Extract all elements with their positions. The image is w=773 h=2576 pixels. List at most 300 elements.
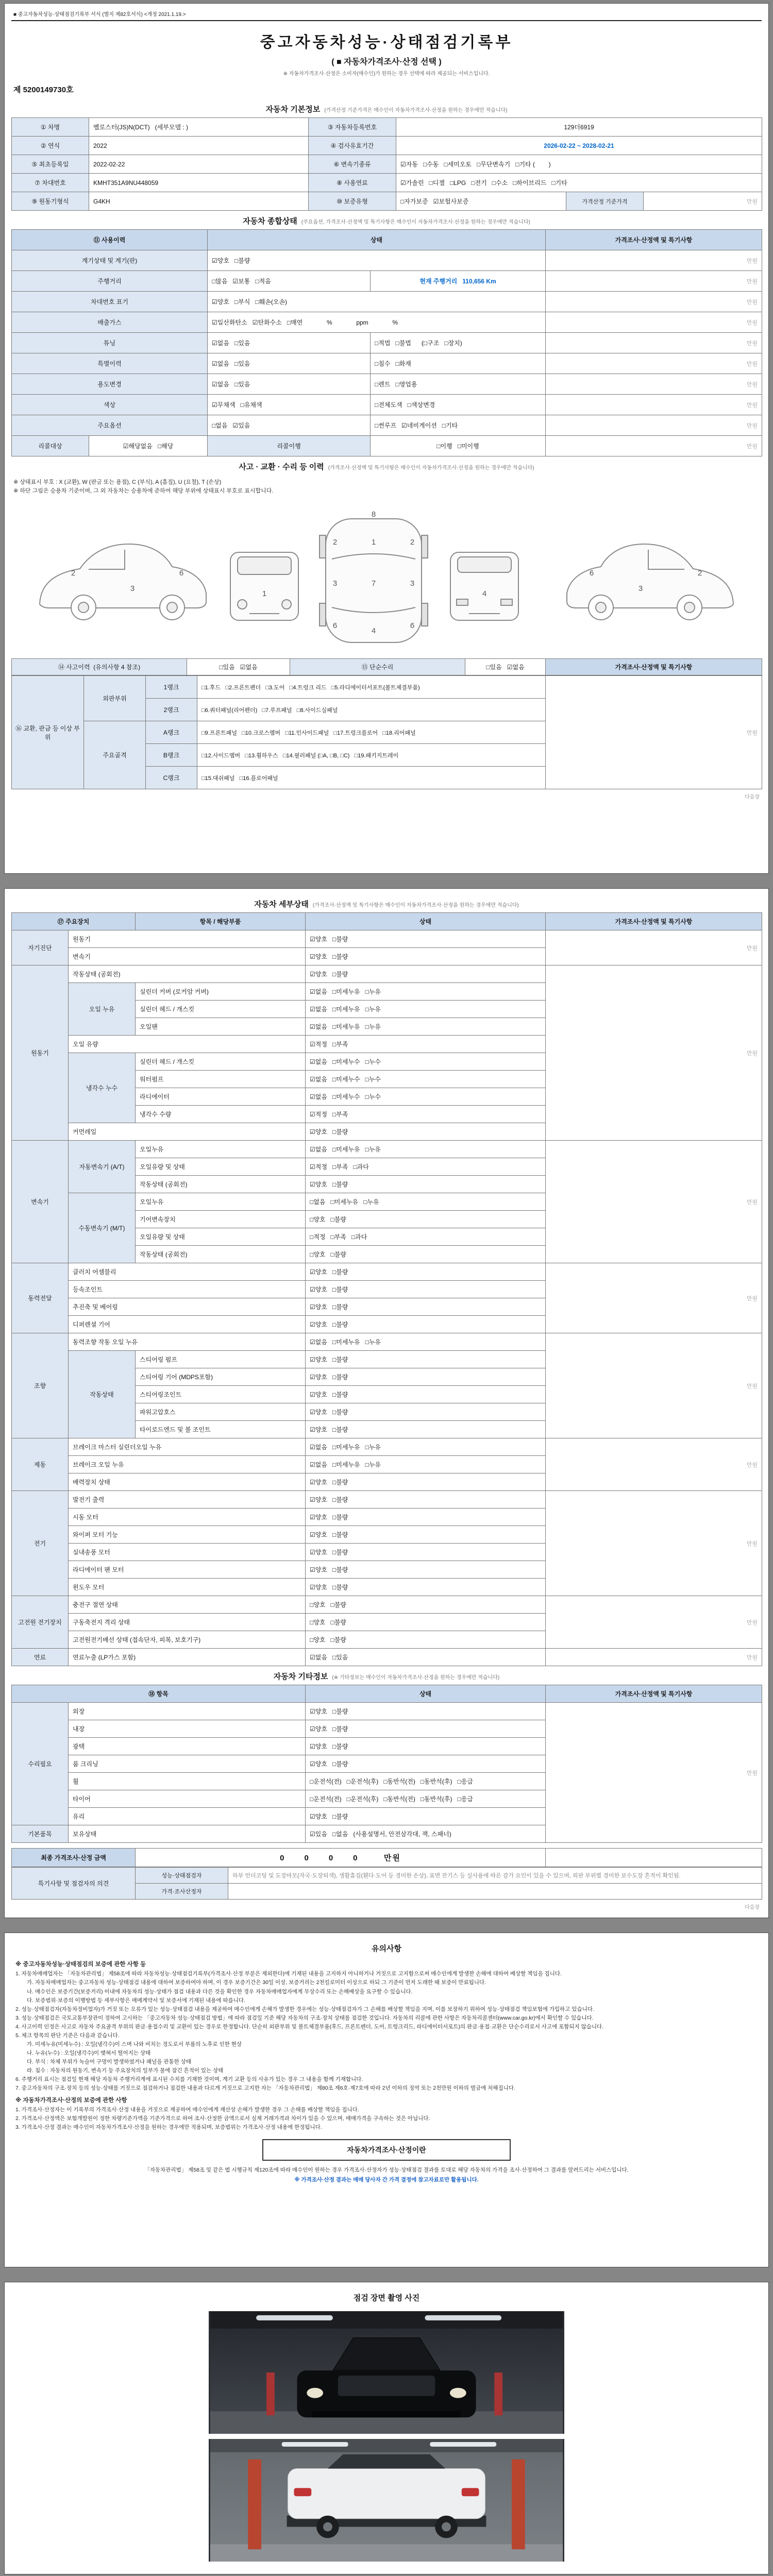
table-cell (69, 1808, 306, 1825)
table-row (12, 415, 762, 436)
cell-text: ☑양호 □불량 (212, 257, 250, 264)
cell-text: 리콜이행 (277, 443, 301, 450)
table-cell (136, 1246, 306, 1263)
section-title-text: 사고 · 교환 · 수리 등 이력 (239, 463, 324, 471)
table-cell (306, 1123, 546, 1141)
table-cell (546, 1596, 762, 1649)
notice-line (11, 2022, 762, 2031)
table-cell (12, 436, 89, 456)
cell-text: 주행거리 (97, 278, 122, 285)
cell-text: □운전석(전) □운전석(후) □동반석(전) □동반석(후) □응급 (310, 1778, 473, 1785)
table-cell (546, 965, 762, 1141)
cell-text: ☑양호 □불량 (310, 1584, 348, 1591)
table-row (12, 174, 762, 192)
engine-bay-photo-illustration (209, 2311, 564, 2434)
notice-line (11, 2013, 762, 2022)
table-cell (69, 1333, 306, 1351)
notice-line (11, 2048, 762, 2057)
table-cell (69, 948, 306, 965)
cell-text: 만원 (746, 402, 758, 409)
table-cell (12, 659, 187, 675)
table-cell (12, 230, 208, 250)
cell-text: ☑없음 □미세누유 □누유 (310, 988, 381, 995)
cell-text: ☑양호 □불량 (310, 1725, 348, 1733)
detail-state-table (11, 912, 762, 1666)
table-cell (136, 1386, 306, 1403)
cell-text: ③ 자동차등록번호 (327, 124, 377, 131)
cell-text: 오일누유 (140, 1146, 164, 1153)
next-page-label: 다음장 (745, 794, 760, 800)
cell-text: ☑양호 □불량 (310, 1268, 348, 1276)
table-cell (306, 1456, 546, 1473)
table-cell (208, 230, 546, 250)
table-cell (136, 1403, 306, 1421)
notice-line-text: 가. 미세누유(미세누수) : 오일(냉각수)이 스며 나와 비치는 정도로서 부품의 노후로 인한 현상 (27, 2041, 242, 2047)
table-cell (146, 699, 197, 721)
table-cell (306, 1368, 546, 1386)
table-row (12, 1868, 762, 1884)
table-cell (69, 1123, 306, 1141)
cell-text: ☑양호 □불량 (310, 1181, 348, 1188)
notice-line-text: 2. 가격조사·산정액은 보험개발원이 정한 차량기준가액을 기준가격으로 하여 조사·산정한 금액으로서 실제 거래가격과 차이가 있을 수 있으며, 매매가격을 구속하는 것은 아닙니다. (15, 2115, 430, 2122)
cell-text: ⑥ 변속기종류 (333, 161, 371, 168)
table-cell (69, 1298, 306, 1316)
table-cell (89, 436, 208, 456)
table-cell (197, 744, 546, 767)
table-cell (465, 659, 546, 675)
cell-text: 만원 (746, 1383, 758, 1389)
cell-text: 만원 (746, 1050, 758, 1057)
notice-line (11, 2106, 762, 2114)
table-cell (306, 930, 546, 948)
table-cell (546, 333, 762, 353)
table-row (12, 312, 762, 333)
table-cell (69, 1720, 306, 1738)
table-cell (208, 353, 371, 374)
vehicle-views-illustration (11, 498, 762, 653)
cell-text: ☑없음 □있음 (310, 1654, 348, 1661)
cell-text: ☑적정 □부족 □과다 (310, 1163, 369, 1171)
table-cell (306, 1614, 546, 1631)
table-row (12, 1703, 762, 1720)
cell-text: □이행 □미이행 (436, 443, 479, 450)
cell-text: 만원 (746, 730, 758, 736)
table-cell (146, 744, 197, 767)
table-cell (69, 1579, 306, 1596)
cell-text: G4KH (93, 197, 110, 205)
table-cell (69, 1773, 306, 1790)
cell-text: □9.프론트패널 □10.크로스멤버 □11.인사이드패널 □17.트렁크플로어 □18.리어패널 (201, 730, 416, 736)
notice-title: 유의사항 (372, 1944, 401, 1953)
cell-text: 파워고압호스 (140, 1409, 176, 1416)
table-cell (396, 174, 762, 192)
document-number: 제 5200149730호 (13, 86, 74, 94)
table-cell (12, 930, 69, 965)
table-cell (306, 1316, 546, 1333)
svg-text:1: 1 (262, 589, 267, 598)
table-cell (371, 353, 546, 374)
final-price-table (11, 1848, 762, 1867)
cell-text: ☑없음 □미세누수 □누수 (310, 1093, 381, 1100)
cell-text: 냉각수 누수 (86, 1084, 118, 1092)
table-cell (136, 1158, 306, 1176)
table-cell (566, 192, 644, 211)
inspection-photo-engine-bay (209, 2311, 564, 2434)
cell-text: 만원 (746, 1619, 758, 1626)
table-cell (306, 1755, 546, 1773)
svg-text:3: 3 (638, 584, 643, 593)
cell-text: C랭크 (163, 774, 180, 782)
table-cell (12, 913, 136, 930)
table-row (12, 395, 762, 415)
table-cell (12, 1438, 69, 1491)
svg-text:7: 7 (371, 579, 376, 588)
cell-text: 만원 (746, 1770, 758, 1776)
cell-text: 항목 / 해당부품 (199, 918, 241, 925)
table-row (12, 1333, 762, 1351)
cell-text: 원동기 (73, 936, 91, 943)
notice-line-text: 3. 성능·상태점검은 국토교통부장관이 정하여 고시하는 「중고자동차 성능·상태점검 방법」에 따라 점검일 기준 해당 자동차의 구조·장치 상태를 점검한 것입니다. 자동차의 리콜에 관한 사항은 자동차리콜센터(www.car.go.kr)에서 확인할 수 있습니다. (15, 2014, 594, 2021)
cell-text: □운전석(전) □운전석(후) □동반석(전) □동반석(후) □응급 (310, 1795, 473, 1803)
table-row (12, 1141, 762, 1158)
table-cell (69, 983, 136, 1036)
table-cell (69, 1193, 136, 1263)
table-cell (546, 1333, 762, 1438)
table-cell (84, 676, 146, 721)
table-cell (306, 1071, 546, 1088)
detail-state-title (11, 894, 762, 912)
table-cell (309, 174, 396, 192)
table-cell (546, 913, 762, 930)
cell-text: ☑양호 □불량 (310, 1760, 348, 1768)
table-cell (306, 1018, 546, 1036)
form-reference-note: ■ 중고자동차성능·상태점검기록부 서식 (별지 제82호서식) <개정 2021.1.19.> (11, 9, 762, 21)
table-cell (306, 1176, 546, 1193)
cell-text: ☑없음 □미세누유 □누유 (310, 1006, 381, 1013)
section-title-text: 자동차 종합상태 (243, 217, 297, 226)
table-cell (546, 1649, 762, 1666)
cell-text: 자동변속기 (A/T) (79, 1163, 125, 1171)
cell-text: 만원 (746, 1295, 758, 1302)
cell-text: ☑양호 □불량 (310, 1409, 348, 1416)
section-note: (가격조사·산정액 및 특기사항은 매수인이 자동차가격조사·산정을 원하는 경우에만 적습니다) (312, 903, 519, 908)
cell-text: 실린더 헤드 / 개스킷 (140, 1058, 195, 1065)
svg-text:3: 3 (332, 579, 338, 588)
notice-line (11, 2066, 762, 2075)
cell-text: 색상 (103, 401, 116, 409)
table-row (12, 965, 762, 983)
notice-line-text: ※ 중고자동차성능·상태점검의 보증에 관한 사항 등 (15, 1961, 146, 1968)
accident-history-table (11, 658, 762, 675)
svg-text:3: 3 (410, 579, 415, 588)
table-cell (546, 436, 762, 456)
cell-text: 만원 (746, 299, 758, 306)
cell-text: ☑양호 □불량 (310, 1374, 348, 1381)
notice-line (11, 2005, 762, 2013)
table-cell (136, 983, 306, 1001)
cell-text: 연료 (33, 1654, 46, 1661)
table-cell (69, 1614, 306, 1631)
table-cell (69, 1596, 306, 1614)
notice-line-text: 5. 체크 항목의 판단 기준은 다음과 같습니다. (15, 2032, 120, 2039)
table-cell (306, 1158, 546, 1176)
table-cell (309, 155, 396, 174)
table-cell (12, 118, 89, 137)
table-cell (12, 395, 208, 415)
table-cell (306, 913, 546, 930)
table-cell (136, 1053, 306, 1071)
table-cell (69, 1738, 306, 1755)
cell-text: 작동상태 (공회전) (73, 971, 121, 978)
cell-text: 최종 가격조사·산정 금액 (41, 1854, 106, 1861)
legend-line-2: ※ 하단 그림은 승용차 기준이며, 그 외 자동차는 승용차에 준하여 해당 부위에 상태표시 부호로 표시합니다. (13, 487, 274, 494)
cell-text: ⑭ 사고이력 (유의사항 4 참조) (58, 664, 141, 671)
table-cell (208, 250, 546, 271)
table-cell (546, 1438, 762, 1491)
table-cell (136, 1001, 306, 1018)
document-subtitle-note: ※ 자동차가격조사·산정은 소비자(매수인)가 원하는 경우 선택에 따라 제공되는 서비스입니다. (283, 71, 490, 77)
svg-text:4: 4 (482, 589, 487, 598)
cell-text: 만원 (746, 340, 758, 347)
table-cell (136, 1176, 306, 1193)
cell-text: 작동상태 (90, 1391, 114, 1398)
table-cell (69, 1526, 306, 1544)
table-cell (12, 250, 208, 271)
cell-text: □양호 □불량 (310, 1251, 346, 1258)
table-cell (136, 913, 306, 930)
overall-state-title (11, 211, 762, 229)
table-cell (306, 1141, 546, 1158)
table-cell (12, 353, 208, 374)
table-cell (69, 930, 306, 948)
table-cell (12, 1649, 69, 1666)
table-cell (12, 1491, 69, 1596)
table-cell (306, 1053, 546, 1071)
cell-text: 실린더 커버 (로커암 커버) (140, 988, 209, 995)
table-cell (546, 1141, 762, 1263)
cell-text: ☑양호 □불량 (310, 953, 348, 960)
photo-page (4, 2282, 769, 2574)
cell-text: 윈도우 모터 (73, 1584, 105, 1591)
cell-text: ☑양호 □불량 (310, 1391, 348, 1398)
cell-text: ☑있음 □없음 (사용설명서, 안전삼각대, 잭, 스패너) (310, 1831, 451, 1838)
cell-text: ⑩ 보증유형 (337, 198, 368, 205)
cell-text: ⑨ 원동기형식 (31, 198, 69, 205)
cell-text: ☑양호 □불량 (310, 1514, 348, 1521)
cell-text: 차대번호 표기 (91, 298, 128, 306)
cell-text: ☑양호 □불량 (310, 1566, 348, 1573)
basic-info-table (11, 117, 762, 211)
cell-text: ☑없음 □미세누유 □누유 (310, 1023, 381, 1030)
cell-text: 스티어링 펌프 (140, 1356, 177, 1363)
table-cell (69, 1825, 306, 1843)
cell-text: □있음 ☑없음 (486, 664, 525, 671)
table-cell (306, 1631, 546, 1649)
table-cell (208, 333, 371, 353)
cell-text: ☑양호 □불량 (310, 1813, 348, 1820)
document-subtitle: ( ■ 자동차가격조사·산정 선택 ) (331, 58, 442, 66)
table-cell (69, 1561, 306, 1579)
notice-line-text: 라. 침수 : 자동차의 원동기, 변속기 등 주요장치의 일부가 물에 잠긴 흔적이 있는 상태 (27, 2067, 224, 2074)
table-cell (136, 1351, 306, 1368)
table-row (12, 1649, 762, 1666)
cell-text: 스티어링조인트 (140, 1391, 182, 1398)
notice-line-text: 다. 보증범위·보증의 이행방법 등 세부사항은 매매계약서 및 보증서에 기재된 내용에 따릅니다. (27, 1997, 245, 2004)
table-cell (306, 1561, 546, 1579)
cell-text: 현재 주행거리 110,656 Km (419, 278, 496, 285)
table-cell (306, 1579, 546, 1596)
notice-line (11, 1978, 762, 1987)
overall-state-table (11, 229, 762, 456)
table-cell (12, 1596, 69, 1649)
table-cell (290, 659, 465, 675)
table-cell (12, 374, 208, 395)
page-2 (4, 888, 769, 1918)
cell-text: 브레이크 마스터 실린더오일 누유 (73, 1444, 162, 1451)
cell-text: □양호 □불량 (310, 1601, 346, 1608)
cell-text: ⑱ 항목 (148, 1690, 169, 1698)
cell-text: 오일 누유 (89, 1006, 115, 1013)
etc-info-title (11, 1666, 762, 1685)
cell-text: ☑양호 □불량 (310, 1549, 348, 1556)
cell-text: KMHT351A9NU448059 (93, 179, 159, 187)
cell-text: 커먼레일 (73, 1128, 97, 1136)
cell-text: 조향 (33, 1382, 46, 1389)
table-cell (546, 374, 762, 395)
notice-line-text: 나. 매수인은 보증기간(보증거리) 이내에 자동차의 성능·상태가 점검 내용과 다른 것을 확인한 경우 자동차매매업자에게 무상수리 또는 손해배상을 요구할 수 있습니다. (27, 1988, 413, 1995)
cell-text: B랭크 (163, 752, 180, 759)
svg-text:2: 2 (71, 569, 76, 578)
table-cell (12, 192, 89, 211)
cell-text: 배력장치 상태 (73, 1479, 110, 1486)
table-cell (396, 155, 762, 174)
table-cell (197, 676, 546, 699)
cell-text: 브레이크 오일 누유 (73, 1461, 124, 1468)
table-cell (396, 192, 566, 211)
inspection-photo-rear-lift (209, 2439, 564, 2562)
table-cell (306, 1228, 546, 1246)
table-cell (136, 1884, 228, 1900)
etc-info-table (11, 1685, 762, 1843)
cell-text: ☑양호 □불량 (310, 1128, 348, 1136)
table-cell (306, 965, 546, 983)
cell-text: 동력전달 (28, 1295, 52, 1302)
table-cell (136, 1193, 306, 1211)
cell-text: 작동상태 (공회전) (140, 1251, 188, 1258)
table-cell (136, 1368, 306, 1386)
table-cell (306, 1333, 546, 1351)
section-note: (주요옵션, 가격조사·산정액 및 특기사항은 매수인이 자동차가격조사·산정을 원하는 경우에만 적습니다) (301, 219, 530, 225)
notice-line-text: 6. 주행거리 표시는 점검일 현재 해당 자동차 주행거리계에 표시된 수치를 기재한 것이며, 계기 교환 등의 사유가 있는 경우 그 내용을 함께 기재합니다. (15, 2076, 363, 2083)
table-cell (546, 292, 762, 312)
table-cell (89, 137, 309, 155)
page-1 (4, 3, 769, 874)
cell-text: ☑없음 □미세누수 □누수 (310, 1058, 381, 1065)
table-cell (89, 174, 309, 192)
notice-line-text: 7. 중고자동차의 구조·장치 등의 성능·상태를 거짓으로 점검하거나 점검한 내용과 다르게 거짓으로 고지한 자는 「자동차관리법」 제80조 제6호·제7호에 따라 2년 이하의 징역 또는 2천만원 이하의 벌금에 처해집니다. (15, 2085, 515, 2092)
cell-text: 전기 (33, 1540, 46, 1547)
cell-text: 기본품목 (28, 1831, 52, 1838)
cell-text: 가격산정 기준가격 (582, 198, 628, 205)
cell-text: 휠 (73, 1778, 79, 1785)
cell-text: 동력조향 작동 오일 누유 (73, 1338, 138, 1346)
cell-text: ☑양호 □부식 □훼손(오손) (212, 298, 288, 306)
table-cell (546, 1263, 762, 1333)
table-cell (197, 721, 546, 744)
table-cell (306, 1001, 546, 1018)
price-appraisal-definition-box: 자동차가격조사·산정이란 (262, 2139, 511, 2161)
section-title-text: 자동차 기본정보 (265, 105, 321, 114)
table-cell (306, 1088, 546, 1106)
cell-text: 만원 (746, 1462, 758, 1468)
cell-text: ⑰ 주요장치 (57, 918, 90, 925)
cell-text: 시동 모터 (73, 1514, 98, 1521)
cell-text: 계기상태 및 계기(판) (81, 257, 138, 264)
cell-text: 2026-02-22 ~ 2028-02-21 (544, 142, 614, 149)
table-cell (371, 271, 546, 292)
table-cell (306, 1685, 546, 1703)
table-row (12, 118, 762, 137)
table-cell (306, 1526, 546, 1544)
cell-text: 만원 (746, 381, 758, 388)
table-row (12, 271, 762, 292)
table-cell (546, 1703, 762, 1843)
table-row (12, 230, 762, 250)
cell-text: □적정 □부족 □과다 (310, 1233, 367, 1241)
definition-line-text: ※ 가격조사·산정 결과는 매매 당사자 간 가격 결정에 참고자료로만 활용됩니다. (294, 2176, 479, 2183)
definition-line-text: 「자동차관리법」 제58조 및 같은 법 시행규칙 제120조에 따라 매수인이 원하는 경우 가격조사·산정자가 성능·상태점검 결과를 토대로 해당 자동차의 가격을 조사·산정하여 그 결과를 알려드리는 서비스입니다. (144, 2166, 629, 2173)
table-cell (306, 1351, 546, 1368)
cell-text: □없음 ☑있음 (212, 422, 250, 429)
table-cell (546, 1849, 762, 1867)
cell-text: ☑없음 □미세누유 □누유 (310, 1461, 381, 1468)
table-cell (187, 659, 290, 675)
table-cell (197, 767, 546, 789)
table-cell (146, 767, 197, 789)
cell-text: ☑해당없음 □해당 (123, 443, 174, 450)
notice-page (4, 1933, 769, 2267)
table-cell (136, 1211, 306, 1228)
cell-text: □6.쿼터패널(리어펜더) □7.루프패널 □8.사이드실패널 (201, 707, 338, 714)
cell-text: ☑양호 □불량 (310, 1286, 348, 1293)
cell-text: 외장 (73, 1708, 85, 1715)
cell-text: 하부 언더코팅 및 도장마모(자국·도장퇴색), 생활흠집(휀다·도어 등 경미한 손상), 표면 잔기스 등 실사용에 따른 감가 요인이 있을 수 있으며, 외판 부위별 경미한 보수도장 흔적이 확인됨. (232, 1873, 681, 1879)
table-cell (306, 1036, 546, 1053)
table-row (12, 192, 762, 211)
table-cell (546, 395, 762, 415)
table-cell (396, 118, 762, 137)
table-cell (69, 1544, 306, 1561)
table-cell (12, 312, 208, 333)
svg-text:2: 2 (332, 538, 338, 547)
table-cell (69, 1141, 136, 1193)
notice-line-text: 1. 가격조사·산정자는 이 기록부의 가격조사·산정 내용을 거짓으로 제공하여 매수인에게 재산상 손해가 발생한 경우 그 손해를 배상할 책임을 집니다. (15, 2107, 359, 2113)
cell-text: ☑양호 □불량 (310, 1321, 348, 1328)
cell-text: ☑양호 □불량 (310, 1743, 348, 1750)
table-cell (306, 1263, 546, 1281)
notice-line-text: 나. 누유(누수) : 오일(냉각수)이 맺혀서 떨어지는 상태 (27, 2049, 151, 2056)
cell-text: 보유상태 (73, 1831, 97, 1838)
cell-text: 고전원 전기장치 (18, 1619, 62, 1626)
table-cell (69, 1053, 136, 1123)
cell-text: 기어변속장치 (140, 1216, 176, 1223)
table-row (12, 436, 762, 456)
table-cell (69, 1491, 306, 1509)
table-cell (69, 1351, 136, 1438)
table-cell (306, 1491, 546, 1509)
cell-text: 오일누유 (140, 1198, 164, 1206)
cell-text: 만원 (746, 361, 758, 367)
